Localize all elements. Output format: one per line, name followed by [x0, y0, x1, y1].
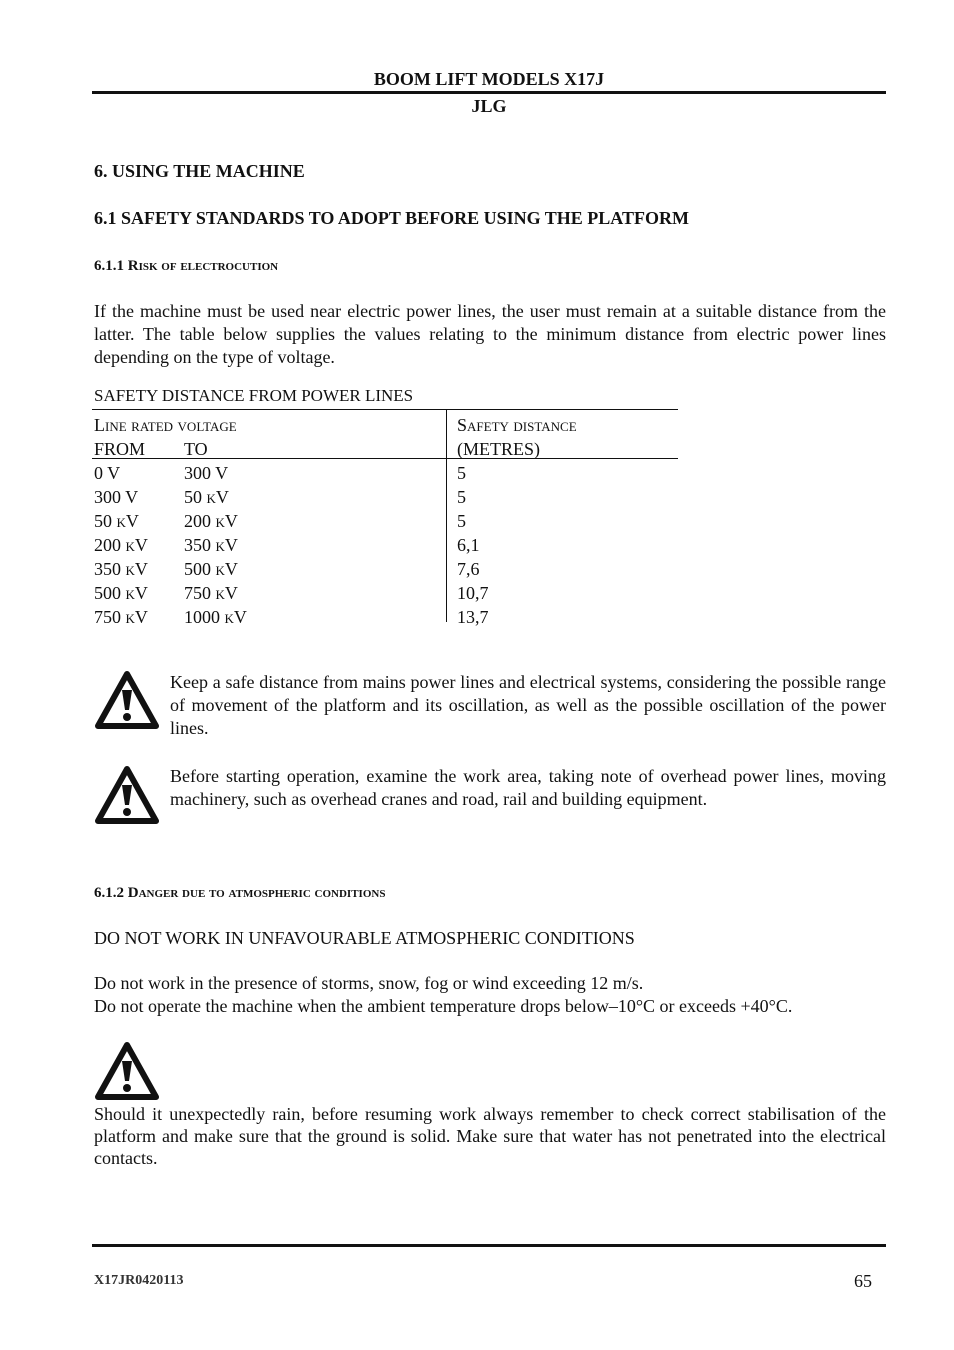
distance-cell: 10,7 [457, 583, 489, 603]
distance-cell: 7,6 [457, 559, 480, 579]
from-cell: 200 kV [94, 535, 148, 555]
warning-triangle-icon [94, 670, 160, 730]
from-cell: 750 kV [94, 607, 148, 627]
weather-line-storms: Do not work in the presence of storms, snow, fog or wind exceeding 12 m/s. [94, 973, 644, 993]
to-cell: 50 kV [184, 487, 229, 507]
from-cell: 300 V [94, 487, 139, 507]
table-row [94, 581, 678, 605]
brand-name: JLG [471, 96, 507, 116]
distance-cell: 5 [457, 511, 466, 531]
document-code: X17JR0420113 [94, 1273, 184, 1288]
risk-heading: 6.1.1 Risk of electrocution [94, 258, 279, 274]
to-subheader: TO [184, 439, 208, 459]
header-rule [92, 91, 886, 94]
warning-power-lines-text: Keep a safe distance from mains power lines and electrical systems, considering the possible range of movement of the platform and its oscillation, as well as the possible oscillation of the power lines. [170, 672, 886, 738]
table-row [94, 557, 678, 581]
weather-caps-line: DO NOT WORK IN UNFAVOURABLE ATMOSPHERIC CONDITIONS [94, 928, 635, 948]
risk-intro-paragraph: If the machine must be used near electric power lines, the user must remain at a suitable distance from the latter. The table below supplies the values relating to the minimum distance from electric power lines depending on the type of voltage. [94, 301, 886, 367]
table-top-rule [92, 409, 678, 410]
warning-triangle-icon [94, 765, 160, 825]
voltage-column-header: Line rated voltage [94, 415, 237, 435]
distance-unit-subheader: (METRES) [457, 439, 540, 459]
warning-triangle-icon [94, 1041, 160, 1101]
footer-rule [92, 1244, 886, 1247]
section-heading: 6. USING THE MACHINE [94, 161, 305, 181]
rain-warning-text: Should it unexpectedly rain, before resuming work always remember to check correct stabilisation of the platform and make sure that the ground is solid. Make sure that water has not penetrated into the electrical contacts. [94, 1104, 886, 1168]
table-caption: SAFETY DISTANCE FROM POWER LINES [94, 386, 414, 405]
table-row [94, 485, 678, 509]
document-title: BOOM LIFT MODELS X17J [373, 69, 605, 89]
distance-cell: 13,7 [457, 607, 489, 627]
distance-cell: 6,1 [457, 535, 480, 555]
page-number: 65 [854, 1271, 872, 1291]
weather-line-temperature: Do not operate the machine when the ambient temperature drops below–10°C or exceeds +40°C. [94, 996, 793, 1016]
table-row [94, 533, 678, 557]
from-subheader: FROM [94, 439, 146, 459]
table-row [94, 461, 678, 485]
distance-column-header: Safety distance [457, 415, 577, 435]
subsection-heading: 6.1 SAFETY STANDARDS TO ADOPT BEFORE USING THE PLATFORM [94, 208, 689, 228]
to-cell: 200 kV [184, 511, 238, 531]
warning-work-area-text: Before starting operation, examine the work area, taking note of overhead power lines, moving machinery, such as overhead cranes and road, rail and building equipment. [170, 766, 886, 809]
to-cell: 1000 kV [184, 607, 247, 627]
to-cell: 300 V [184, 463, 229, 483]
table-row [94, 509, 678, 533]
from-cell: 350 kV [94, 559, 148, 579]
table-body [94, 461, 678, 629]
table-header-rule [92, 458, 678, 459]
from-cell: 500 kV [94, 583, 148, 603]
weather-heading: 6.1.2 Danger due to atmospheric conditions [94, 885, 386, 901]
table-row [94, 605, 678, 629]
to-cell: 500 kV [184, 559, 238, 579]
distance-cell: 5 [457, 463, 466, 483]
to-cell: 750 kV [184, 583, 238, 603]
distance-cell: 5 [457, 487, 466, 507]
from-cell: 50 kV [94, 511, 139, 531]
from-cell: 0 V [94, 463, 121, 483]
to-cell: 350 kV [184, 535, 238, 555]
